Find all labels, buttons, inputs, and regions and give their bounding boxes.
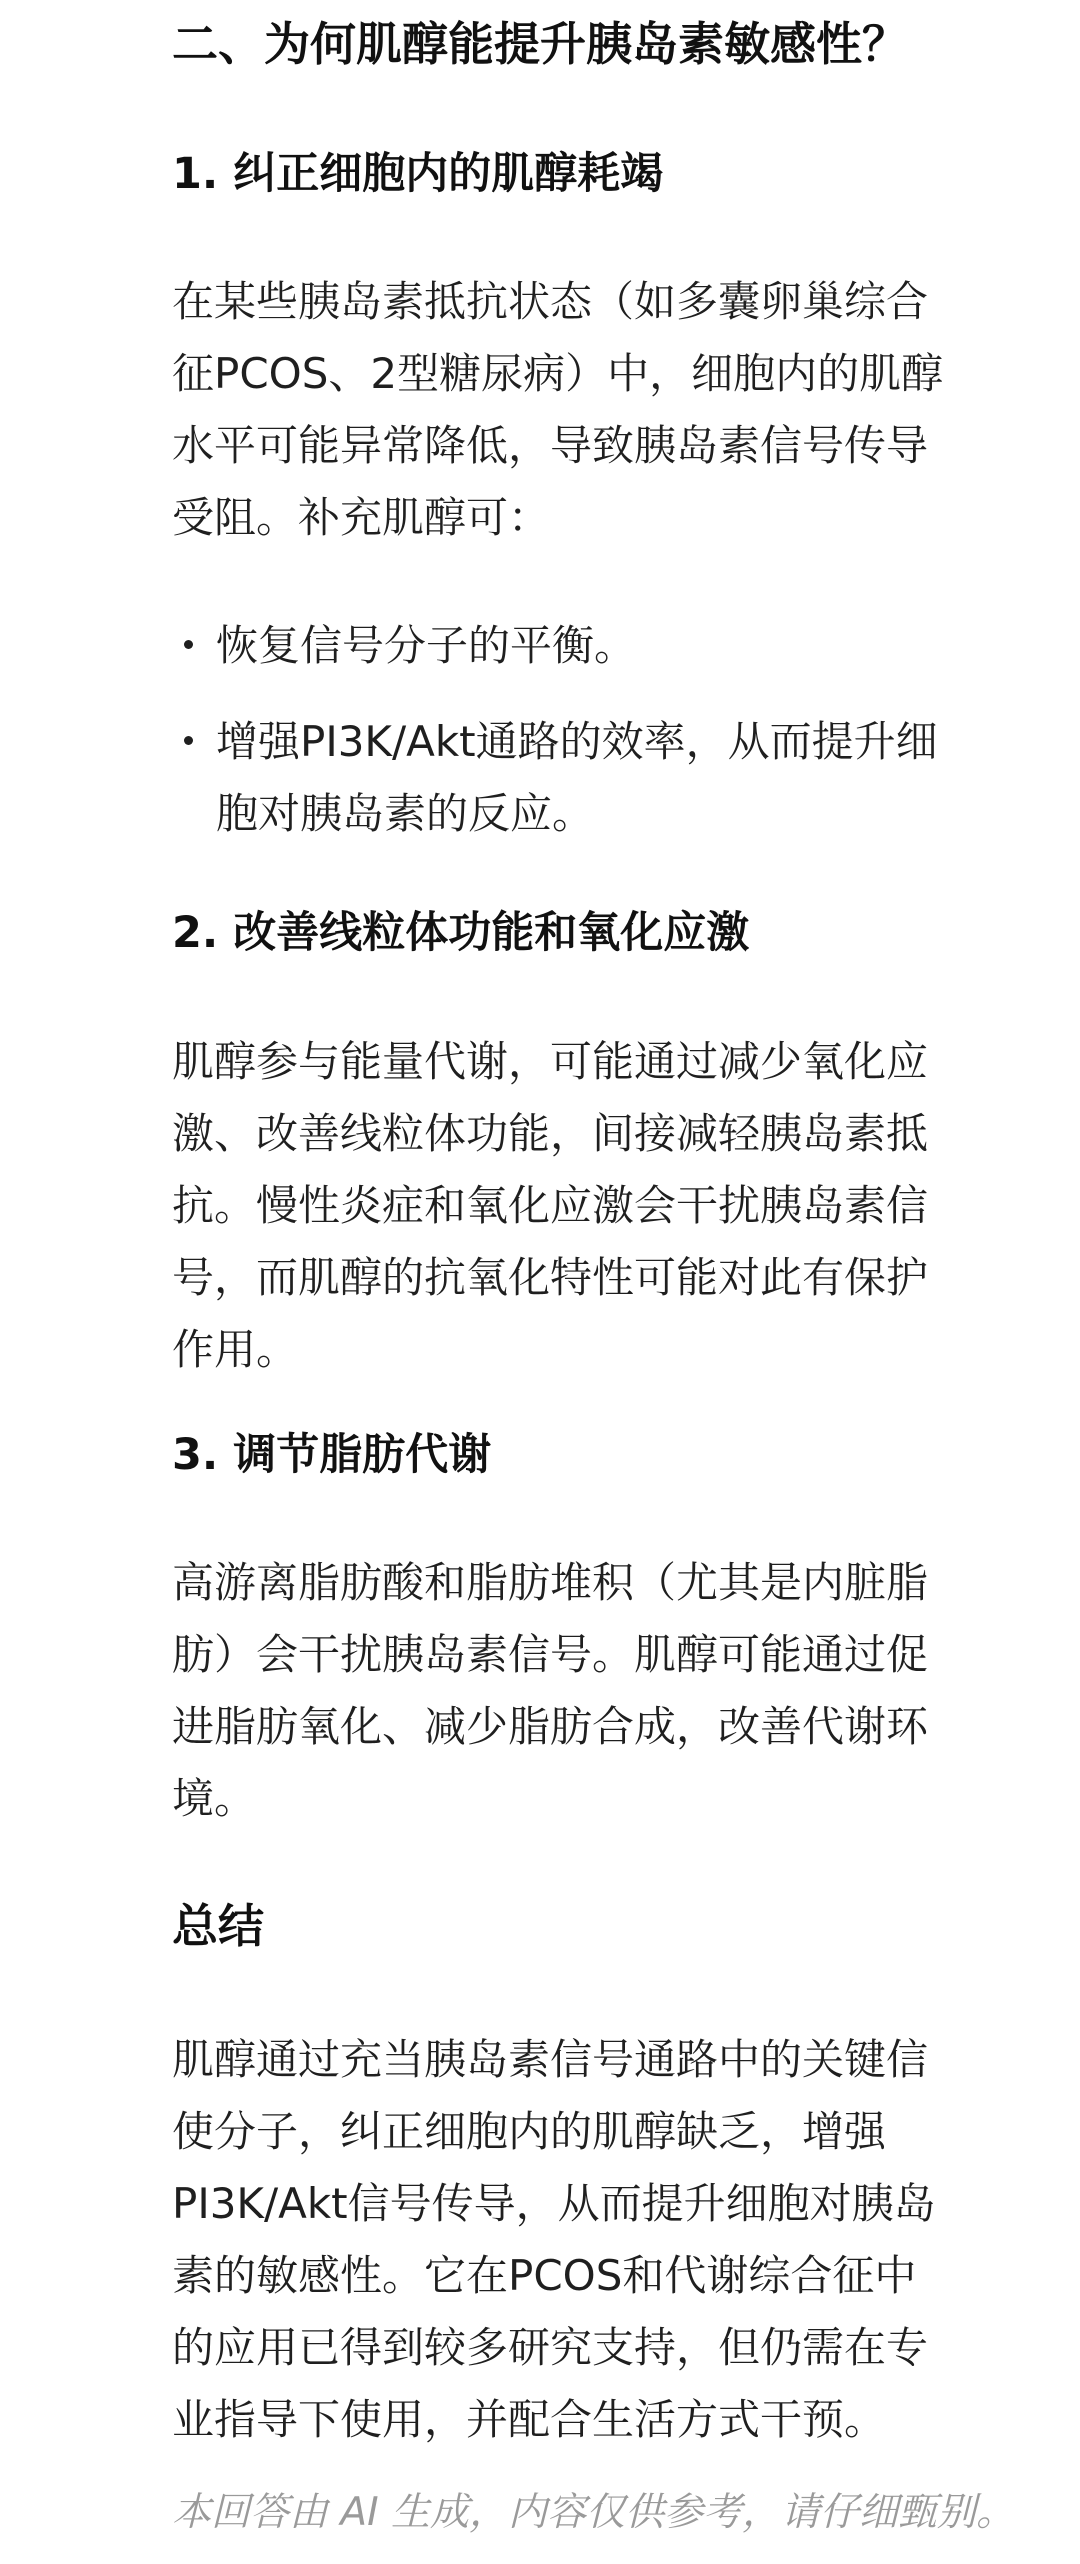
section-paragraph-3 <box>172 1547 1032 1835</box>
list-item-text: 恢复信号分子的平衡。 <box>216 621 637 670</box>
paragraph-line: 肌醇参与能量代谢，可能通过减少氧化应 <box>172 1037 929 1086</box>
paragraph-line: 素的敏感性。它在PCOS和代谢综合征中 <box>172 2251 917 2300</box>
paragraph-line: 水平可能异常降低，导致胰岛素信号传导 <box>172 421 929 470</box>
paragraph-line: 抗。慢性炎症和氧化应激会干扰胰岛素信 <box>172 1181 929 1230</box>
paragraph-line: 号，而肌醇的抗氧化特性可能对此有保护 <box>172 1253 929 1302</box>
paragraph-line: 境。 <box>172 1774 257 1823</box>
paragraph-line: 作用。 <box>172 1325 299 1374</box>
section-title: 二、为何肌醇能提升胰岛素敏感性？ <box>172 17 908 71</box>
paragraph-line: 受阻。补充肌醇可： <box>172 493 551 542</box>
paragraph-line: PI3K/Akt信号传导，从而提升细胞对胰岛 <box>172 2179 936 2228</box>
paragraph-line: 的应用已得到较多研究支持，但仍需在专 <box>172 2323 929 2372</box>
section-paragraph-2 <box>172 1026 1032 1386</box>
paragraph-line: 肪）会干扰胰岛素信号。肌醇可能通过促 <box>172 1630 929 1679</box>
section-heading-1: 1. 纠正细胞内的肌醇耗竭 <box>172 149 664 199</box>
section-heading-3: 3. 调节脂肪代谢 <box>172 1430 492 1480</box>
section-heading-2: 2. 改善线粒体功能和氧化应激 <box>172 908 750 958</box>
paragraph-line: 征PCOS、2型糖尿病）中，细胞内的肌醇 <box>172 349 944 398</box>
bullet-dot <box>184 736 193 745</box>
list-item-text: 增强PI3K/Akt通路的效率，从而提升细 <box>216 717 938 766</box>
paragraph-line: 在某些胰岛素抵抗状态（如多囊卵巢综合 <box>172 277 929 326</box>
paragraph-line: 使分子，纠正细胞内的肌醇缺乏，增强 <box>172 2107 887 2156</box>
paragraph-line: 高游离脂肪酸和脂肪堆积（尤其是内脏脂 <box>172 1558 929 1607</box>
paragraph-line: 激、改善线粒体功能，间接减轻胰岛素抵 <box>172 1109 929 1158</box>
paragraph-line: 进脂肪氧化、减少脂肪合成，改善代谢环 <box>172 1702 929 1751</box>
bullet-dot <box>184 640 193 649</box>
list-item <box>172 706 1032 850</box>
paragraph-line: 肌醇通过充当胰岛素信号通路中的关键信 <box>172 2035 929 2084</box>
summary-heading: 总结 <box>172 1899 264 1953</box>
section-paragraph-1 <box>172 266 1032 554</box>
list-item <box>172 610 1032 682</box>
paragraph-line: 业指导下使用，并配合生活方式干预。 <box>172 2395 887 2444</box>
summary-paragraph <box>172 2024 1032 2456</box>
list-item-text: 胞对胰岛素的反应。 <box>216 789 595 838</box>
ai-disclaimer: 本回答由 AI 生成，内容仅供参考，请仔细甄别。 <box>172 2490 1015 2535</box>
